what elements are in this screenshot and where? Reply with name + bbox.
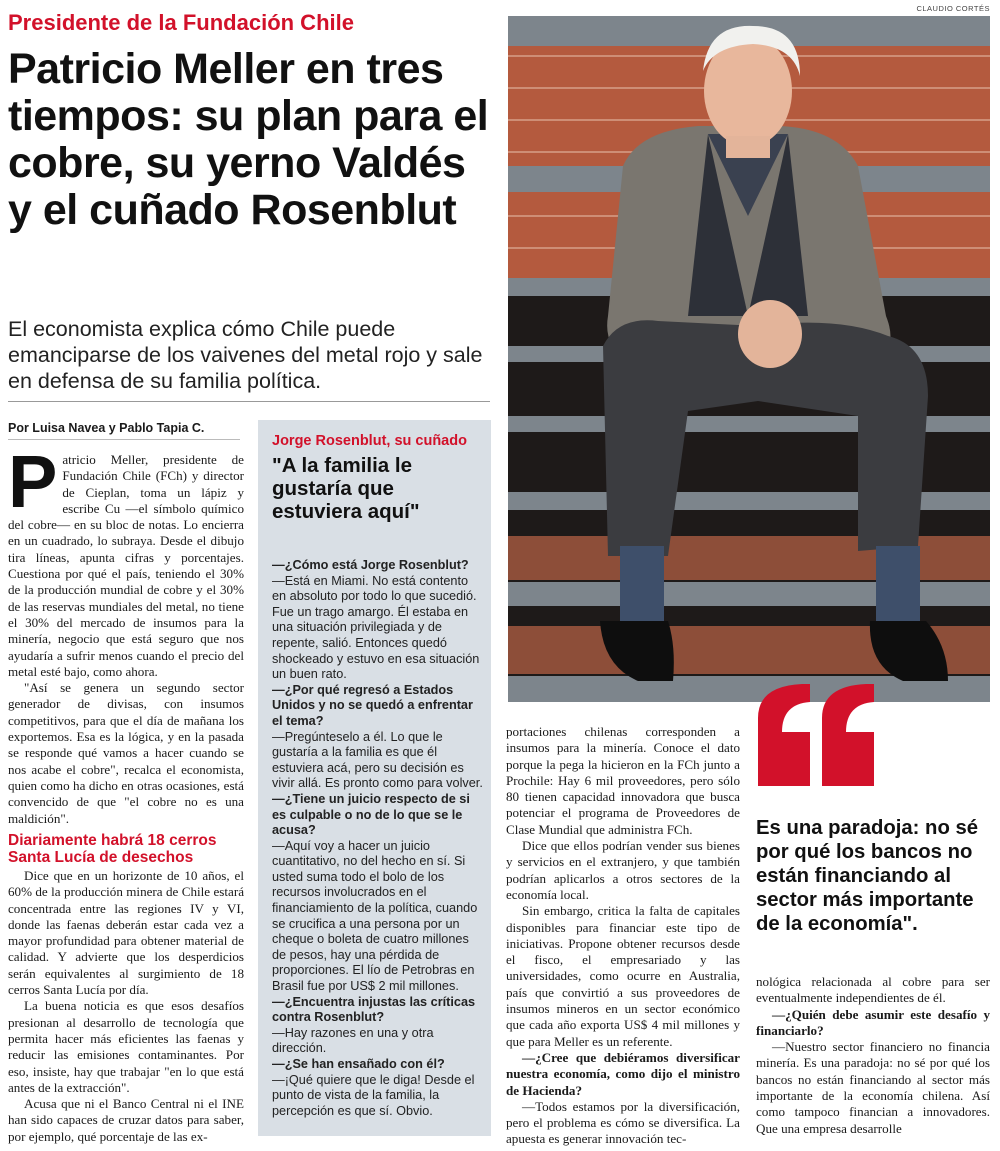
interview-question: —¿Cree que debiéramos diversificar nuestra economía, como dijo el ministro de Hacienda? [506,1049,740,1098]
divider [8,401,490,402]
body-paragraph: La buena noticia es que esos desafíos presionan al desarrollo de tecnología que permita hacer más eficientes las faenas y reducir las emisiones contaminantes. Por eso, insiste, hay que trabajar "en lo que está antes de la extracción". [8,998,244,1095]
body-paragraph: nológica relacionada al cobre para ser eventualmente independientes de él. [756,974,990,1006]
section-kicker: Presidente de la Fundación Chile [8,10,354,35]
interview-answer: —Está en Miami. No está contento en absoluto por todo lo que sucedió. Fue un trago amargo. Él estaba en una situación privilegiada y de repente, salió. Entonces quedó shockeado y estuvo en esa situación un buen rato. [272,573,480,682]
interview-question: —¿Quién debe asumir este desafío y financiarlo? [756,1006,990,1038]
body-paragraph: —Nuestro sector financiero no financia minería. Es una paradoja: no sé por qué los bancos no están financiando al sector más importante de la economía chilena. Así como tampoco financian a innovadores. Que una empresa desarrolle [756,1039,990,1136]
interview-answer: —Aquí voy a hacer un juicio cuantitativo, no del hecho en sí. Si usted suma todo el bolo de los recursos involucrados en el financiamiento de la política, cuando se crucifica a una persona por un cheque o boleta de cuatro millones de pesos, hay una pérdida de proporciones. El lío de Petrobras en Brasil fue por US$ 2 mil millones. [272,838,478,994]
body-column-1-continued [8,868,244,1145]
sidebar-title: "A la familia le gustaría que estuviera aquí" [272,454,420,523]
body-column-1 [8,440,244,827]
interview-question: —¿Por qué regresó a Estados Unidos y no se quedó a enfrentar el tema? [272,682,473,728]
interview-question: —¿Tiene un juicio respecto de si es culpable o no de lo que se le acusa? [272,791,470,838]
body-paragraph: Acusa que ni el Banco Central ni el INE han sido capaces de cruzar datos para saber, por ejemplo, qué porcentaje de las ex- [8,1096,244,1144]
photo-credit: CLAUDIO CORTÉS [916,4,990,13]
portrait-illustration [508,16,990,702]
headline: Patricio Meller en tres tiempos: su plan para el cobre, su yerno Valdés y el cuñado Rosenblut [8,45,489,234]
quote-mark-icon [752,678,882,798]
sidebar-kicker: Jorge Rosenblut, su cuñado [272,433,467,449]
subheading: Diariamente habrá 18 cerros Santa Lucía de desechos [8,832,217,866]
body-column-3 [506,724,740,1148]
drop-cap: P [8,440,58,523]
byline: Por Luisa Navea y Pablo Tapia C. [8,421,205,435]
interview-answer: —Hay razones en una y otra dirección. [272,1025,434,1056]
interview-question: —¿Encuentra injustas las críticas contra Rosenblut? [272,994,476,1025]
body-paragraph: —Todos estamos por la diversificación, pero el problema es cómo se diversifica. La apuesta es generar innovación tec- [506,1098,740,1147]
sidebar-interview [272,558,485,1119]
interview-answer: —Pregúnteselo a él. Lo que le gustaría a la familia es que él estuviera acá, pero su decisión es vivir allá. Es pronto como para volver. [272,729,483,791]
article-deck: El economista explica cómo Chile puede emanciparse de los vaivenes del metal rojo y sale en defensa de su familia política. [8,317,483,393]
body-paragraph: portaciones chilenas corresponden a insumos para la minería. Conoce el dato porque la pega la hicieron en la FCh junto a Prochile: Hay 6 mil proveedores, pero sólo 80 tienen capacidad innovadora que busca potenciar el programa de Proveedores de Clase Mundial que administra FCh. [506,724,740,837]
portrait-photo [508,16,990,702]
body-column-4 [756,974,990,1137]
body-paragraph: atricio Meller, presidente de Fundación Chile (FCh) y director de Cieplan, toma un lápiz y escribe Cu —el símbolo químico del cobre— en su bloc de notas. Lo encierra en un cuadrado, lo subraya. Desde el dibujo tira líneas, apunta cifras y porcentajes. Cuestiona por qué el país, teniendo el 30% de la producción mundial de cobre y el 30% de las reservas mundiales del metal, no tiene el 30% del mercado de insumos para la minería, negocio que está seguro que nos ayudaría a sufrir menos cuando el precio del metal esté bajo, como ahora. [8,452,244,679]
interview-answer: —¡Qué quiere que le diga! Desde el punto de vista de la familia, la percepción es que sí. Obvio. [272,1072,475,1118]
interview-question: —¿Cómo está Jorge Rosenblut? [272,558,469,572]
body-paragraph: Dice que ellos podrían vender sus bienes y servicios en el extranjero, y que también podrían aplicarlos a otros sectores de la economía local. [506,838,740,902]
body-paragraph: "Así se genera un segundo sector generador de divisas, con insumos competitivos, para que el día de mañana los exportemos. Esa es la lógica, y en la pasada se responde qué vamos a hacer cuando se nos acabe el cobre", recalca el economista, quien como ha dicho en otras ocasiones, está convencido de que "el cobre no es una maldición". [8,680,244,826]
interview-question: —¿Se han ensañado con él? [272,1057,445,1071]
body-paragraph: Sin embargo, critica la falta de capitales disponibles para financiar este tipo de iniciativas. Propone obtener recursos desde el fisco, el empresariado y las universidades, como ocurre en Australia, país que convirtió a sus proveedores de insumos mineros en un sector económico que cada año exporta US$ 4 mil millones y que para Meller es un referente. [506,903,740,1049]
pull-quote: Es una paradoja: no sé por qué los bancos no están financiando al sector más importante de la economía". [756,817,979,935]
body-paragraph: Dice que en un horizonte de 10 años, el 60% de la producción minera de Chile estará concentrada entre las regiones IV y VI, donde las faenas deberán estar cada vez a mayor profundidad para obtener material de calidad. Y advierte que los desperdicios serán equivalentes al surgimiento de 18 cerros Santa Lucía por día. [8,868,244,998]
